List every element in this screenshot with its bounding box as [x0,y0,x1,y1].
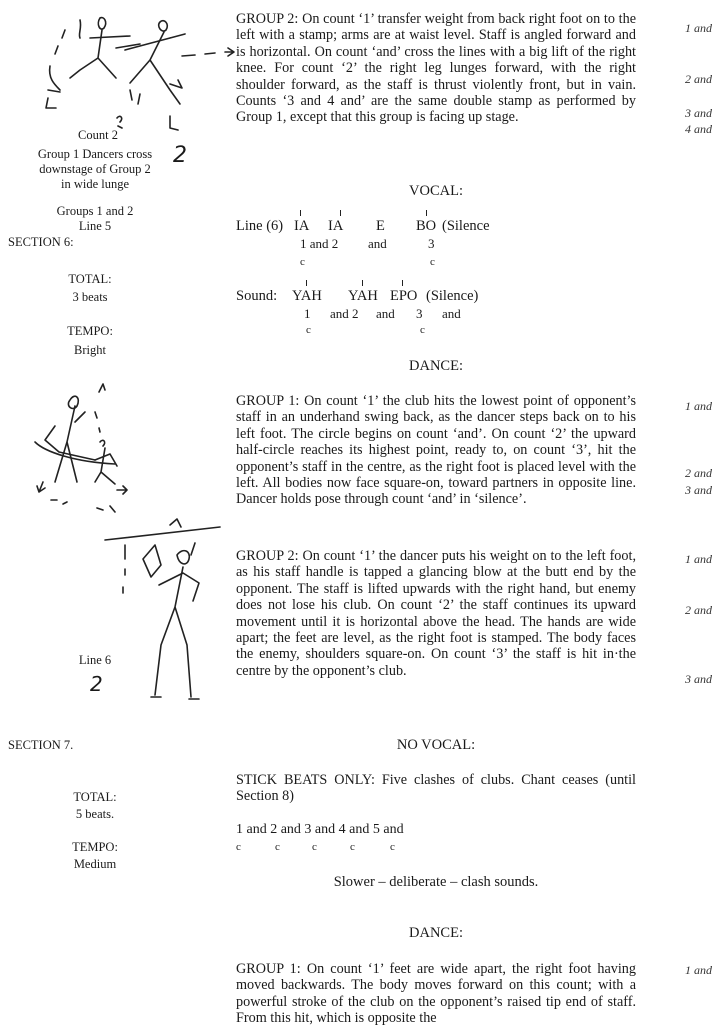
sound-count: 3 [416,306,423,321]
count-marker: 2 and [685,72,712,86]
count-marker: 2 and [685,603,712,617]
clash-mark: c [390,841,395,853]
section-6-heading: SECTION 6: [8,235,74,249]
dance-heading-2: DANCE: [409,925,463,941]
figure-1-description [20,147,170,192]
sound-count: and 2 [330,306,359,321]
clash-mark: c [430,256,435,268]
chant-word: IA [294,218,310,234]
beats-line: 1 and 2 and 3 and 4 and 5 and [236,822,404,837]
figure-club-swing-sketch [15,382,195,522]
figure-1-mark: 2 [173,143,187,168]
sound-word: EPO [390,288,418,304]
tempo-7-value: Medium [73,857,117,871]
groups-label-line: Groups 1 and 2 [56,204,134,218]
slower-note: Slower – deliberate – clash sounds. [333,874,539,890]
section-7-heading: SECTION 7. [8,738,74,752]
clash-mark: c [350,841,355,853]
clash-mark: c [306,324,311,336]
sound-count: and [442,306,461,321]
count-marker: 2 and [685,466,712,480]
total-6-value: 3 beats [72,290,108,304]
count-marker: 3 and [685,106,712,120]
line-6-label: Line 6 [78,653,112,667]
vocal-heading: VOCAL: [409,183,463,199]
line-6-chant [236,218,636,274]
tempo-6-label: TEMPO: [67,324,113,338]
clash-mark: c [236,841,241,853]
count-marker: 1 and [685,963,712,977]
sound-word: YAH [292,288,322,304]
chant-count: and [368,236,387,251]
count-marker: 3 and [685,483,712,497]
chant-word: Line (6) [236,218,284,234]
chant-count: 3 [428,236,435,251]
clash-mark: c [275,841,280,853]
sound-word: Sound: [236,288,278,304]
count-marker: 1 and [685,552,712,566]
sound-count: 1 [304,306,311,321]
chant-word: (Silence [442,218,490,234]
tempo-7-label: TEMPO: [72,840,118,854]
count-marker: 3 and [685,672,712,686]
count-marker: 1 and [685,399,712,413]
sound-chant [236,288,636,344]
figure-1-desc-line: Group 1 Dancers cross [37,147,153,161]
paragraph-group2-staff-lift: GROUP 2: On count ‘1’ the dancer puts his weight on to the left foot, as his staff handle is tapped a glancing blow at the butt end by the opponent. The staff is lifted upwards with the right hand, but enemy does not lose his club. On count ‘2’ the staff continues its upward movement until it is horizontal above the head. The hands are wide apart; the feet are level, as the right foot is stamped. The body faces the enemy, shoulders square-on. On count ‘3’ the staff is hit in·the centre by the opponent’s club. [236,548,636,679]
count-marker: 1 and [685,21,712,35]
sound-word: YAH [348,288,378,304]
groups-label [40,204,150,234]
chant-word: BO [416,218,437,234]
sound-word: (Silence) [426,288,479,304]
no-vocal-heading: NO VOCAL: [396,737,476,753]
line-6-mark: 2 [90,672,103,696]
paragraph-group1-club-hit: GROUP 1: On count ‘1’ the club hits the lowest point of opponent’s staff in an underhand swing back, as the dancer steps back on to his left foot. The circle begins on count ‘and’. On count ‘2’ the upward half-circle reaches its highest point, ready to, on count ‘3’, hit the opponent’s staff in the centre, as the right foot is placed level with the left. All bodies now face square-on, toward partners in opposite line. Dancer holds pose through count ‘and’ in ‘silence’. [236,393,636,508]
dance-heading: DANCE: [409,358,463,374]
figure-1-desc-line: in wide lunge [60,177,130,191]
figure-1-desc-line: downstage of Group 2 [39,162,151,176]
paragraph-group1-feet-apart: GROUP 1: On count ‘1’ feet are wide apart, the right foot having moved backwards. The body moves forward on this count; with a powerful stroke of the club on the opponent’s raised tip end of staff. From this hit, which is opposite the [236,961,636,1027]
clash-mark: c [420,324,425,336]
total-7-value: 5 beats. [75,807,115,821]
sound-count: and [376,306,395,321]
clash-mark: c [300,256,305,268]
chant-count: 1 and 2 [300,236,339,251]
total-6-label: TOTAL: [68,272,112,286]
count-marker: 4 and [685,122,712,136]
stick-beats-note: STICK BEATS ONLY: Five clashes of clubs. Chant ceases (until Section 8) [236,772,636,805]
figure-lunge-sketch [20,8,250,148]
figure-1-caption: Count 2 [78,128,118,142]
paragraph-group2-weight-transfer: GROUP 2: On count ‘1’ transfer weight from back right foot on to the left with a stamp; arms are at waist level. Staff is angled forward and is horizontal. On count ‘and’ cross the lines with a big lift of the right knee. For count ‘2’ the right leg lunges forward, with the right shoulder forward, as the staff is thrust violently front, but in vain. Counts ‘3 and 4 and’ are the same double stamp as performed by Group 1, except that this group is facing up stage. [236,11,636,126]
clash-mark: c [312,841,317,853]
groups-label-line: Line 5 [78,219,112,233]
figure-staff-block-sketch [95,515,235,705]
tempo-6-value: Bright [74,343,106,357]
chant-word: E [376,218,385,234]
total-7-label: TOTAL: [73,790,117,804]
chant-word: IA [328,218,344,234]
